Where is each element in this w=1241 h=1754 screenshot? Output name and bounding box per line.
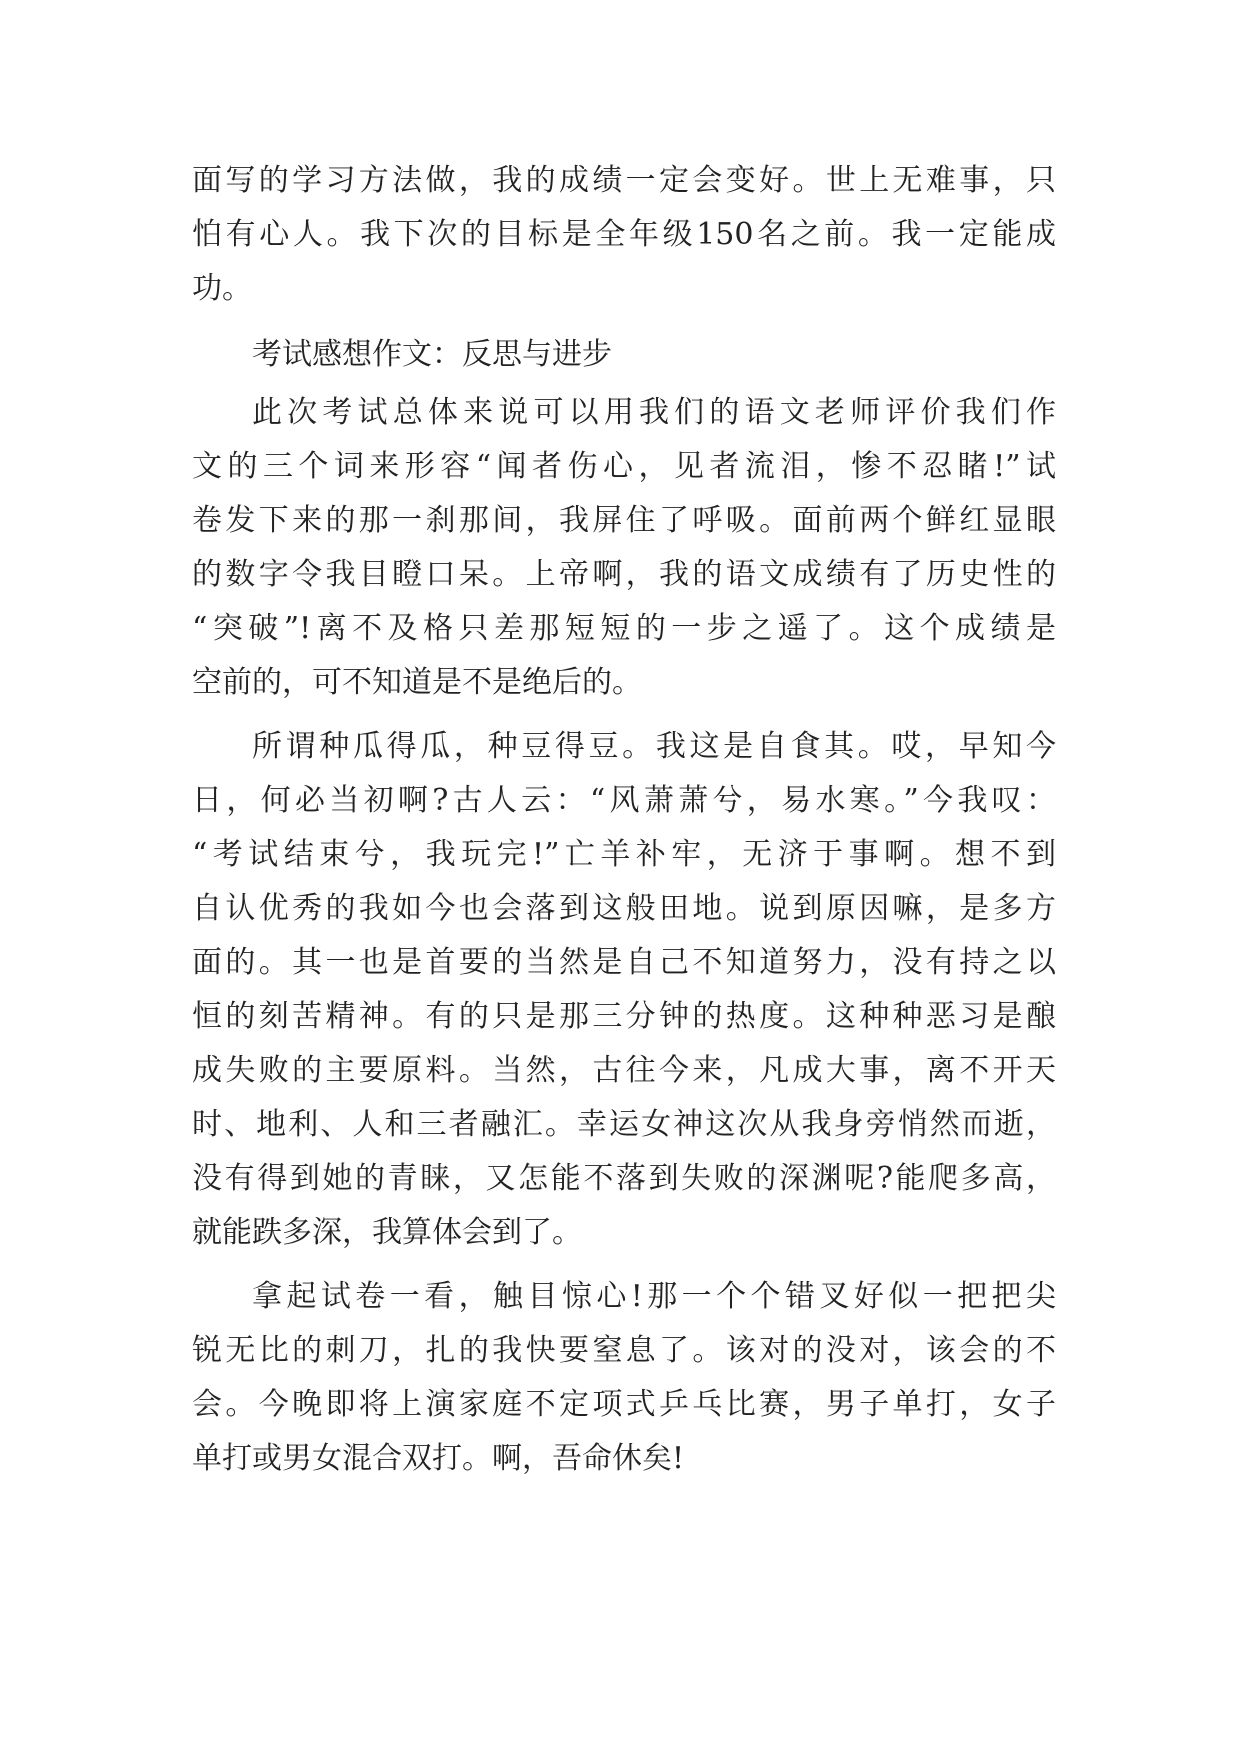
text-line: 功。 [192, 271, 252, 306]
essay-title: 考试感想作文：反思与进步 [252, 337, 612, 372]
text-line: 锐无比的刺刀，扎的我快要窒息了。该对的没对，该会的不 [192, 1333, 1056, 1368]
text-line: “突破”!离不及格只差那短短的一步之遥了。这个成绩是 [192, 611, 1056, 646]
text-line: 怕有心人。我下次的目标是全年级150名之前。我一定能成 [192, 217, 1056, 252]
text-line: 没有得到她的青睐，又怎能不落到失败的深渊呢?能爬多高， [192, 1161, 1056, 1196]
text-line: 文的三个词来形容“闻者伤心，见者流泪，惨不忍睹!”试 [192, 449, 1056, 484]
paragraph-1 [192, 154, 1056, 316]
text-line: 所谓种瓜得瓜，种豆得豆。我这是自食其。哎，早知今 [252, 729, 1056, 764]
text-line: 日，何必当初啊?古人云：“风萧萧兮，易水寒。”今我叹： [192, 783, 1056, 818]
text-line: 成失败的主要原料。当然，古往今来，凡成大事，离不开天 [192, 1053, 1056, 1088]
text-line: 单打或男女混合双打。啊，吾命休矣! [192, 1441, 685, 1476]
text-line: 恒的刻苦精神。有的只是那三分钟的热度。这种种恶习是酿 [192, 999, 1056, 1034]
text-line: “考试结束兮，我玩完!”亡羊补牢，无济于事啊。想不到 [192, 837, 1056, 872]
paragraph-4 [192, 1270, 1056, 1486]
text-line: 自认优秀的我如今也会落到这般田地。说到原因嘛，是多方 [192, 891, 1056, 926]
text-line: 的数字令我目瞪口呆。上帝啊，我的语文成绩有了历史性的 [192, 557, 1056, 592]
text-line: 卷发下来的那一刹那间，我屏住了呼吸。面前两个鲜红显眼 [192, 503, 1056, 538]
text-line: 时、地利、人和三者融汇。幸运女神这次从我身旁悄然而逝， [192, 1107, 1056, 1142]
text-line: 空前的，可不知道是不是绝后的。 [192, 665, 642, 700]
text-line: 会。今晚即将上演家庭不定项式乒乓比赛，男子单打，女子 [192, 1387, 1056, 1422]
paragraph-3 [192, 720, 1056, 1260]
text-line: 此次考试总体来说可以用我们的语文老师评价我们作 [252, 395, 1056, 430]
text-line: 就能跌多深，我算体会到了。 [192, 1215, 582, 1250]
text-line: 拿起试卷一看，触目惊心!那一个个错叉好似一把把尖 [252, 1279, 1056, 1314]
document-page [192, 154, 1056, 1486]
text-line: 面的。其一也是首要的当然是自己不知道努力，没有持之以 [192, 945, 1056, 980]
paragraph-2 [192, 386, 1056, 710]
text-line: 面写的学习方法做，我的成绩一定会变好。世上无难事，只 [192, 163, 1056, 198]
